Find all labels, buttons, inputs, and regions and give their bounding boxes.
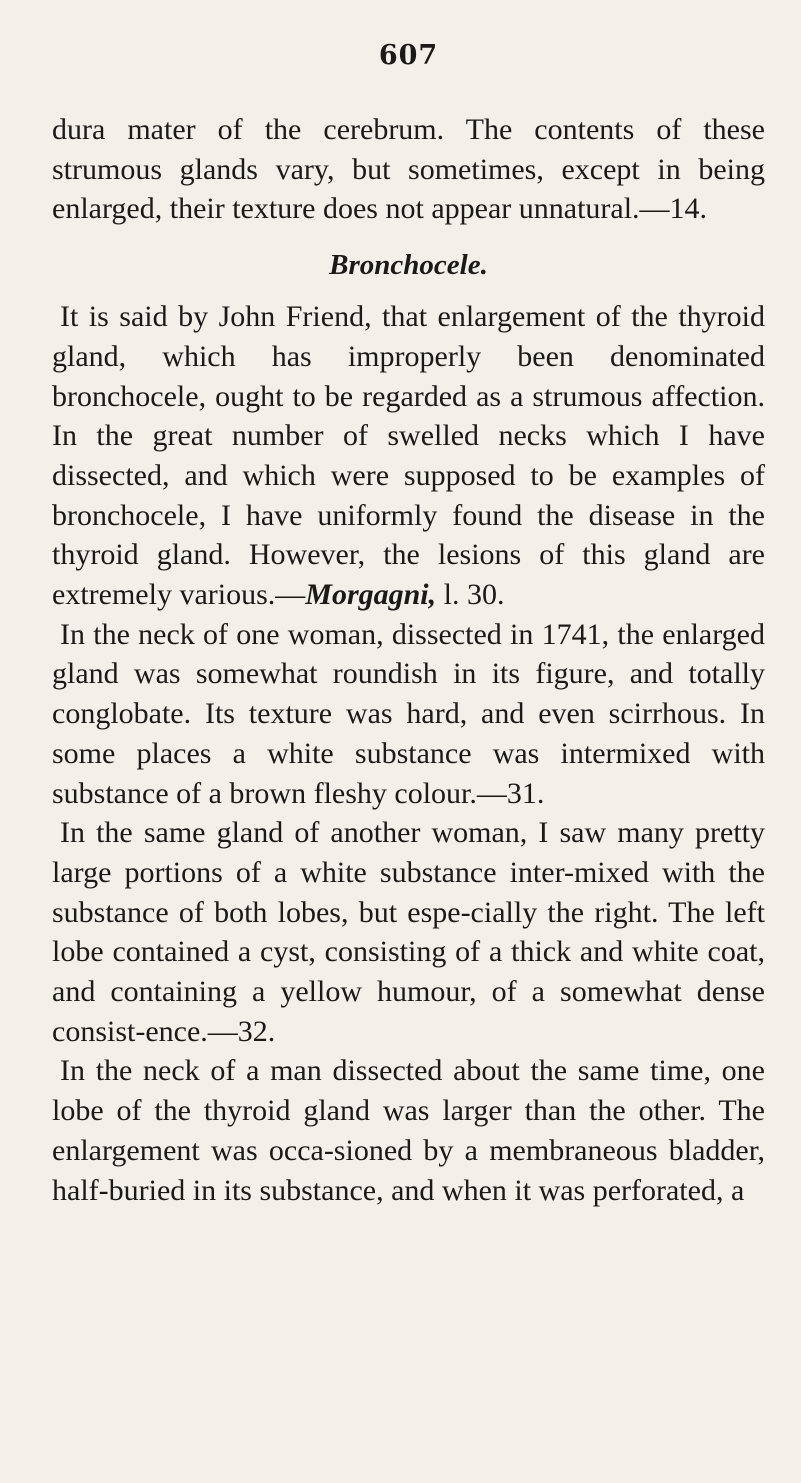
citation-reference: l. 30. [436, 578, 505, 612]
citation-morgagni: Morgagni, [305, 578, 437, 612]
paragraph-woman-1741: In the neck of one woman, dissected in 1741, the enlarged gland was somewhat roundish in its figure, and totally conglobate. Its texture was hard, and even scirrhous. In some places a white substance was intermixed with substance of a brown fleshy colour.—31. [52, 617, 765, 810]
paragraph-another-woman: In the same gland of another woman, I saw many pretty large portions of a white substance inter-mixed with the substance of both lobes, but espe-cially the right. The left lobe contained a cyst, consisting of a thick and white coat, and containing a yellow humour, of a somewhat dense consist-ence.—32. [52, 816, 765, 1048]
section-heading: Bronchocele. [329, 249, 488, 282]
paragraph-text: It is said by John Friend, that enlargement of the thyroid gland, which has improperly been denominated bronchocele, ought to be regarded as a strumous affection. In the great number of swelled necks which I have dissected, and which were supposed to be examples of bronchocele, I have uniformly found the disease in the thyroid gland. However, the lesions of this gland are extremely various.— [52, 300, 765, 612]
page-number: 607 [378, 40, 439, 71]
paragraph-man: In the neck of a man dissected about the same time, one lobe of the thyroid gland was larger than the other. The enlargement was occa-sioned by a membraneous bladder, half-buried in its substance, and when it was perforated, a [52, 1054, 765, 1207]
paragraph-continuation: dura mater of the cerebrum. The contents of these strumous glands vary, but sometimes, except in being enlarged, their texture does not appear unnatural.—14. [52, 113, 765, 226]
paragraph-friend [52, 297, 765, 615]
